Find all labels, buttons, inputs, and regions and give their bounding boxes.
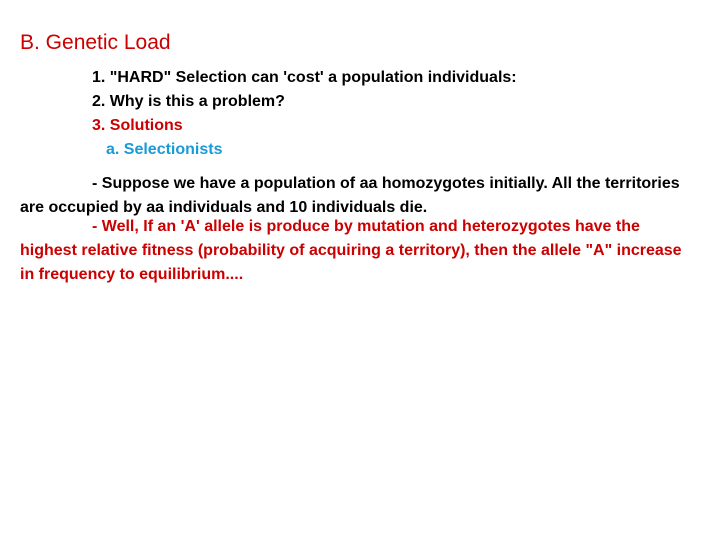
outline-subitem-a: a. Selectionists: [106, 141, 223, 158]
outline-item-2: 2. Why is this a problem?: [92, 93, 285, 110]
outline-item-3: 3. Solutions: [92, 117, 183, 134]
slide-title: B. Genetic Load: [20, 31, 171, 54]
outline-list: [92, 66, 517, 162]
paragraph-suppose: - Suppose we have a population of aa homozygotes initially. All the territories are occupied by aa individuals and 10 individuals die.: [20, 175, 680, 216]
paragraph-well: - Well, If an 'A' allele is produce by mutation and heterozygotes have the highest relative fitness (probability of acquiring a territory), then the allele "A" increase in frequency to equilibrium....: [20, 218, 682, 283]
outline-item-1: 1. "HARD" Selection can 'cost' a population individuals:: [92, 69, 517, 86]
